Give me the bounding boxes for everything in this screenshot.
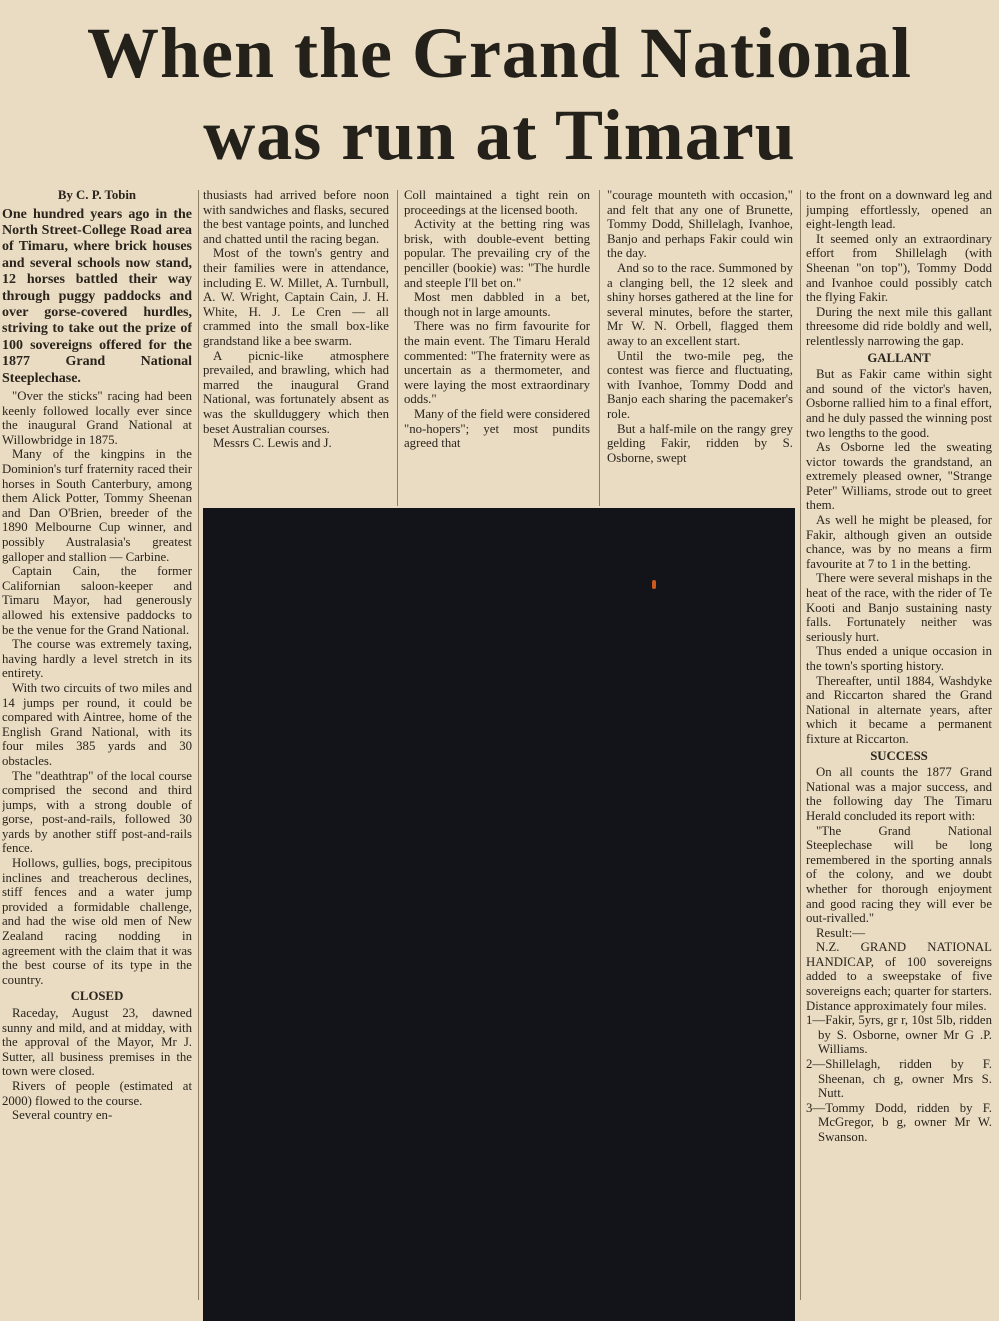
result-line: 2—Shillelagh, ridden by F. Sheenan, ch g, owner Mrs S. Nutt.: [806, 1057, 992, 1101]
orange-speck: [652, 580, 656, 589]
paragraph: "The Grand National Steeplechase will be long remembered in the sporting annals of the colony, and we doubt whether for thorough enjoyment and good racing they will ever be out-rivalled.": [806, 823, 992, 926]
paragraph: But a half-mile on the rangy grey gelding Fakir, ridden by S. Osborne, swept: [607, 421, 793, 465]
paragraph: "courage mounteth with occasion," and felt that any one of Brunette, Tommy Dodd, Shillelagh, Ivanhoe, Banjo and perhaps Fakir could win the day.: [607, 188, 793, 261]
article-column-1: [2, 188, 192, 1306]
paragraph: The course was extremely taxing, having hardly a level stretch in its entirety.: [2, 637, 192, 681]
paragraph: The "deathtrap" of the local course comprised the second and third jumps, with a strong double of gorse, post-and-rails, followed 30 yards by another stiff post-and-rails fence.: [2, 768, 192, 856]
paragraph: With two circuits of two miles and 14 jumps per round, it could be compared with Aintree, home of the English Grand National, with its four miles 385 yards and 30 obstacles.: [2, 680, 192, 768]
article-column-3: [404, 188, 590, 506]
paragraph: There was no firm favourite for the main event. The Timaru Herald commented: "The fraternity were as uncertain as a thermometer, and were laying the most extraordinary odds.": [404, 319, 590, 407]
subheading-gallant: GALLANT: [867, 350, 931, 365]
subheading-success: SUCCESS: [870, 748, 928, 763]
paragraph: Most men dabbled in a bet, though not in large amounts.: [404, 290, 590, 319]
headline-line-1: When the Grand National: [86, 13, 913, 93]
paragraph: "Over the sticks" racing had been keenly followed locally ever since the inaugural Grand National at Willowbridge in 1875.: [2, 389, 192, 447]
paragraph: Most of the town's gentry and their families were in attendance, including E. W. Millet, A. Turnbull, A. W. Wright, Captain Cain, J. H. White, H. J. Le Cren — all crammed into the small box-like grandstand like a bee swarm.: [203, 246, 389, 348]
paragraph: Coll maintained a tight rein on proceedings at the licensed booth.: [404, 188, 590, 217]
paragraph: Result:—: [816, 925, 866, 940]
paragraph: Hollows, gullies, bogs, precipitous inclines and treacherous declines, stiff fences and a water jump provided a formidable challenge, and had the wise old men of New Zealand racing nodding in agreement with the claim that it was the best course of its type in the country.: [2, 856, 192, 987]
paragraph: to the front on a downward leg and jumping effortlessly, opened an eight-length lead.: [806, 188, 992, 232]
paragraph: Messrs C. Lewis and J.: [213, 436, 332, 451]
paragraph: Captain Cain, the former Californian saloon-keeper and Timaru Mayor, had generously allowed his extensive paddocks to be the venue for the Grand National.: [2, 564, 192, 637]
byline: By C. P. Tobin: [57, 188, 137, 202]
headline: [0, 12, 999, 176]
paragraph: N.Z. GRAND NATIONAL HANDICAP, of 100 sovereigns added to a sweepstake of five sovereigns each; quarter for starters. Distance approximately four miles.: [806, 940, 992, 1013]
paragraph: And so to the race. Summoned by a clanging bell, the 12 sleek and shiny horses gathered at the line for several minutes, before the starter, Mr W. N. Orbell, flagged them away to an excellent start.: [607, 260, 793, 348]
article-column-2: [203, 188, 389, 506]
paragraph: Activity at the betting ring was brisk, with double-event betting popular. The prevailing cry of the penciller (bookie) was: "The hurdle and steeple I'll bet on.": [404, 217, 590, 290]
paragraph: But as Fakir came within sight and sound of the victor's haven, Osborne rallied him to a final effort, and he duly passed the winning post two lengths to the good.: [806, 367, 992, 440]
paragraph: It seemed only an extraordinary effort from Shillelagh (with Sheenan "on top"), Tommy Dodd and Ivanhoe could possibly catch the flying Fakir.: [806, 231, 992, 305]
result-line: 3—Tommy Dodd, ridden by F. McGregor, b g, owner Mr W. Swanson.: [806, 1100, 992, 1144]
paragraph: Until the two-mile peg, the contest was fierce and fluctuating, with Ivanhoe, Tommy Dodd and Banjo each sharing the pacemaker's role.: [607, 348, 793, 421]
paragraph: thusiasts had arrived before noon with sandwiches and flasks, secured the best vantage points, and lunched and chatted until the racing began.: [203, 188, 389, 246]
paragraph: Many of the field were considered "no-hopers"; yet most pundits agreed that: [404, 406, 590, 451]
paragraph: Thereafter, until 1884, Washdyke and Riccarton shared the Grand National in alternate years, after which it became a permanent fixture at Riccarton.: [806, 673, 992, 746]
paragraph: As well he might be pleased, for Fakir, although given an outside chance, was by no means a firm favourite at 7 to 1 in the betting.: [806, 513, 992, 571]
paragraph: There were several mishaps in the heat of the race, with the rider of Te Kooti and Banjo sustaining nasty falls. Fortunately neither was seriously hurt.: [806, 571, 992, 644]
black-backing-area: [203, 508, 795, 1321]
column-divider: [800, 190, 801, 1300]
paragraph: During the next mile this gallant threesome did ride boldly and well, relentlessly narrowing the gap.: [806, 304, 992, 348]
column-divider: [397, 190, 398, 506]
paragraph: Thus ended a unique occasion in the town's sporting history.: [806, 644, 992, 673]
article-column-4: [607, 188, 793, 506]
subheading-closed: CLOSED: [70, 989, 124, 1004]
result-line: 1—Fakir, 5yrs, gr r, 10st 5lb, ridden by S. Osborne, owner Mr G .P. Williams.: [806, 1013, 992, 1057]
column-divider: [198, 190, 199, 1300]
paragraph: A picnic-like atmosphere prevailed, and brawling, which had marred the inaugural Grand National, was fortunately absent as was the skullduggery which then beset Australian courses.: [203, 348, 389, 436]
article-column-5: [806, 188, 992, 1306]
column-divider: [599, 190, 600, 506]
paragraph: On all counts the 1877 Grand National was a major success, and the following day The Timaru Herald concluded its report with:: [806, 765, 992, 823]
paragraph: As Osborne led the sweating victor towards the grandstand, an extremely pleased owner, "Strange Peter" Williams, strode out to greet them.: [806, 440, 992, 513]
paragraph: Raceday, August 23, dawned sunny and mild, and at midday, with the approval of the Mayor, Mr J. Sutter, all business premises in the town were closed.: [2, 1006, 192, 1079]
headline-line-2: was run at Timaru: [203, 95, 796, 175]
lead-paragraph: One hundred years ago in the North Street-College Road area of Timaru, where brick houses and several schools now stand, 12 horses battled their way through puggy paddocks and over gorse-covered hurdles, striving to take out the prize of 100 sovereigns offered for the 1877 Grand National Steeplechase.: [2, 206, 192, 386]
paragraph: Many of the kingpins in the Dominion's turf fraternity raced their horses in South Canterbury, among them Alick Potter, Tommy Sheenan and Dan O'Brien, breeder of the 1890 Melbourne Cup winner, and possibly Australasia's greatest galloper and stallion — Carbine.: [2, 447, 192, 564]
paragraph: Rivers of people (estimated at 2000) flowed to the course.: [2, 1078, 192, 1108]
paragraph: Several country en-: [12, 1108, 113, 1123]
